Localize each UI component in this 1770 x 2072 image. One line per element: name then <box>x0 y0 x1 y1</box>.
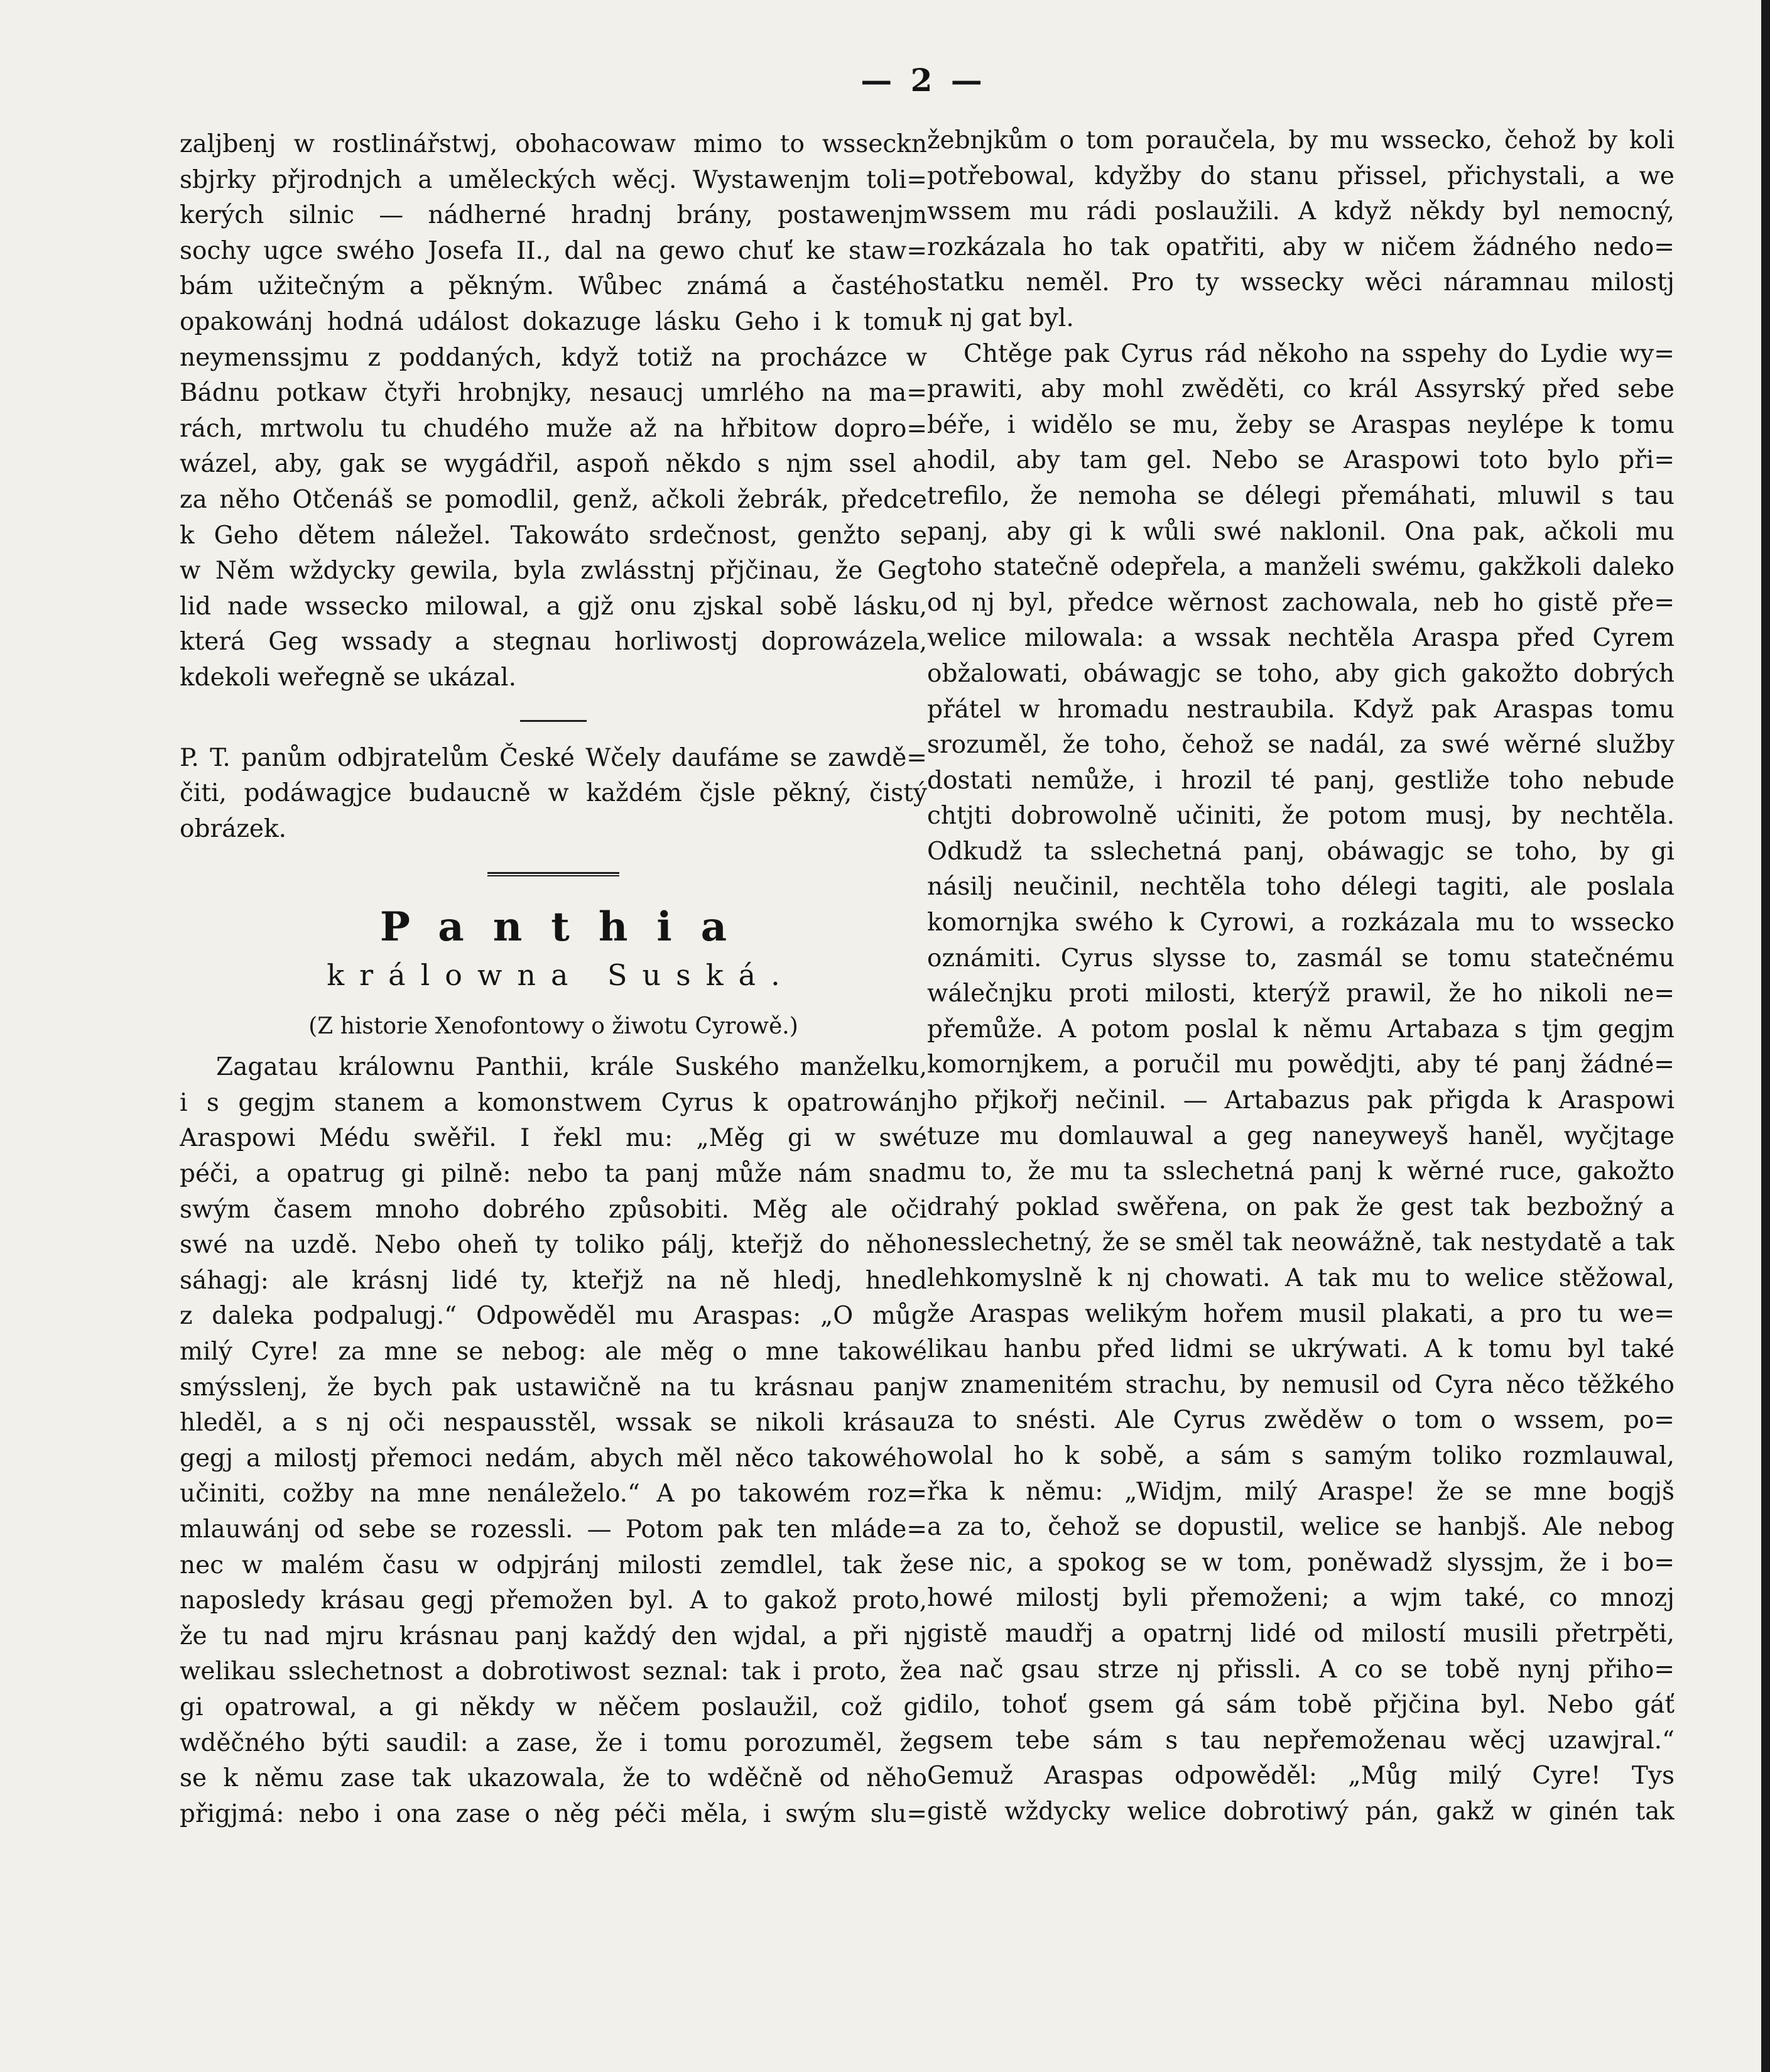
text-line: welice milowala: a wssak nechtěla Araspa před Cyrem <box>927 624 1675 653</box>
text-line: učiniti, cožby na mne nenáleželo.“ A po takowém roz= <box>180 1480 927 1508</box>
text-line: Araspowi Médu swěřil. I řekl mu: „Měg gi w swé <box>180 1124 927 1153</box>
text-line: trefilo, že nemoha se délegi přemáhati, mluwil s tau <box>927 481 1675 510</box>
text-line: chtjti dobrowolně učiniti, že potom musj, by nechtěla. <box>927 802 1675 831</box>
text-line: tuze mu domlauwal a geg naneyweyš haněl, wyčjtage <box>927 1121 1675 1150</box>
double-divider <box>487 872 619 876</box>
text-line: welikau sslechetnost a dobrotiwost seznal: tak i proto, že <box>180 1657 927 1686</box>
text-line: dilo, tohoť gsem gá sám tobě přjčina byl. Nebo gáť <box>927 1691 1675 1720</box>
text-line: neymenssjmu z poddaných, když totiž na procházce w <box>180 343 927 372</box>
text-line: kerých silnic — nádherné hradnj brány, postawenjm <box>180 201 927 230</box>
text-line: kdekoli weřegně se ukázal. <box>180 663 517 692</box>
text-line: swým časem mnoho dobrého způsobiti. Měg ale oči <box>180 1195 927 1224</box>
text-line: obžalowati, obáwagjc se toho, aby gich gakožto dobrých <box>927 659 1675 688</box>
page-number: — 2 — <box>861 62 986 99</box>
text-line: komornjkem, a poručil mu powědjti, aby té panj žádné= <box>927 1050 1675 1079</box>
text-line: gi opatrowal, a gi někdy w něčem poslaužil, což gi <box>180 1693 927 1721</box>
text-line: w Něm wždycky gewila, byla zwlásstnj přjčinau, že Geg <box>180 557 927 586</box>
text-line: se k němu zase tak ukazowala, že to wděčně od něho <box>180 1764 927 1793</box>
text-line: mu to, že mu ta sslechetná panj k wěrné ruce, gakožto <box>927 1157 1675 1186</box>
text-line: i s gegjm stanem a komonstwem Cyrus k opatrowánj <box>180 1088 927 1117</box>
text-line: oznámiti. Cyrus slysse to, zasmál se tomu statečnému <box>927 944 1675 973</box>
short-divider <box>520 720 587 722</box>
text-line: která Geg wssady a stegnau horliwostj doprowázela, <box>180 628 927 657</box>
text-line: Gemuž Araspas odpowěděl: „Můg milý Cyre! Tys <box>927 1762 1675 1791</box>
text-line: dostati nemůže, i hrozil té panj, gestliže toho nebude <box>927 766 1675 795</box>
right-paragraph-1 <box>927 123 1675 337</box>
text-line: Zagatau králownu Panthii, krále Suského manželku, <box>216 1053 927 1082</box>
text-line: nesslechetný, že se směl tak neowážně, tak nestydatě a tak <box>927 1228 1675 1257</box>
text-line: gsem tebe sám s tau nepřemoženau wěcj uzawjral.“ <box>927 1726 1675 1755</box>
text-line: smýsslenj, že bych pak ustawičně na tu krásnau panj <box>180 1373 927 1402</box>
text-line: péči, a opatrug gi pilně: nebo ta panj může nám snad <box>180 1160 927 1189</box>
text-line: opakowánj hodná událost dokazuge lásku Geho i k tomu <box>180 307 927 336</box>
text-line: od nj byl, předce wěrnost zachowala, neb ho gistě pře= <box>927 588 1675 617</box>
text-line: sáhagj: ale krásnj lidé ty, kteřjž na ně hledj, hned <box>180 1266 927 1295</box>
text-line: přemůže. A potom poslal k němu Artabaza s tjm gegjm <box>927 1015 1675 1044</box>
text-line: drahý poklad swěřena, on pak že gest tak bezbožný a <box>927 1192 1675 1221</box>
text-line: likau hanbu před lidmi se ukrýwati. A k tomu byl také <box>927 1335 1675 1364</box>
article-title: Panthia <box>379 903 756 951</box>
text-line: howé milostj byli přemoženi; a wjm také, co mnozj <box>927 1584 1675 1613</box>
text-line: zaljbenj w rostlinářstwj, obohacowaw mimo to wsseckn <box>180 130 927 158</box>
text-line: hodil, aby tam gel. Nebo se Araspowi toto bylo při= <box>927 446 1675 475</box>
text-line: a nač gsau strze nj přissli. A co se tobě nynj přiho= <box>927 1655 1675 1684</box>
text-line: wssem mu rádi poslaužili. A když někdy byl nemocný, <box>927 197 1675 226</box>
text-line: přigjmá: nebo i ona zase o něg péči měla, i swým slu= <box>180 1799 927 1828</box>
text-line: nec w malém času w odpjránj milosti zemdlel, tak že <box>180 1551 927 1579</box>
text-line: naposledy krásau gegj přemožen byl. A to gakož proto, <box>180 1586 927 1615</box>
article-source: (Z historie Xenofontowy o žiwotu Cyrowě.) <box>308 1013 798 1040</box>
text-line: že tu nad mjru krásnau panj každý den wjdal, a při nj <box>180 1622 927 1650</box>
text-line: k nj gat byl. <box>927 303 1074 332</box>
text-line: hleděl, a s nj oči nespausstěl, wssak se nikoli krásau <box>180 1409 927 1437</box>
text-line: přátel w hromadu nestraubila. Když pak Araspas tomu <box>927 695 1675 724</box>
text-line: obrázek. <box>180 814 286 843</box>
text-line: sochy ugce swého Josefa II., dal na gewo chuť ke staw= <box>180 236 927 265</box>
text-line: lid nade wssecko milowal, a gjž onu zjskal sobě lásku, <box>180 592 927 621</box>
text-line: srozuměl, že toho, čehož se nadál, za swé wěrné služby <box>927 731 1675 760</box>
text-line: wálečnjku proti milosti, kterýž prawil, že ho nikoli ne= <box>927 979 1675 1008</box>
text-line: z daleka podpalugj.“ Odpowěděl mu Araspas: „O můg <box>180 1302 927 1331</box>
text-line: čiti, podáwagjce budaucně w každém čjsle pěkný, čistý <box>180 779 927 808</box>
text-line: Chtěge pak Cyrus rád někoho na sspehy do Lydie wy= <box>964 339 1675 368</box>
text-line: násilj neučinil, nechtěla toho délegi tagiti, ale poslala <box>927 873 1675 902</box>
text-line: milý Cyre! za mne se nebog: ale měg o mne takowé <box>180 1338 927 1366</box>
text-line: potřebowal, kdyžby do stanu přissel, přichystali, a we <box>927 161 1675 190</box>
text-line: ho přjkořj nečinil. — Artabazus pak přigda k Araspowi <box>927 1086 1675 1115</box>
text-line: Bádnu potkaw čtyři hrobnjky, nesaucj umrlého na ma= <box>180 379 927 408</box>
subscriber-notice <box>180 741 927 848</box>
text-line: sbjrky přjrodnjch a uměleckých wěcj. Wystawenjm toli= <box>180 165 927 194</box>
text-line: statku neměl. Pro ty wssecky wěci náramnau milostj <box>927 268 1675 297</box>
text-line: rách, mrtwolu tu chudého muže až na hřbitow dopro= <box>180 414 927 443</box>
text-line: a za to, čehož se dopustil, welice se hanbjš. Ale nebog <box>927 1513 1675 1542</box>
text-line: k Geho dětem náležel. Takowáto srdečnost, genžto se <box>180 521 927 550</box>
text-line: rozkázala ho tak opatřiti, aby w ničem žádného nedo= <box>927 232 1675 261</box>
text-line: gegj a milostj přemoci nedám, abych měl něco takowého <box>180 1444 927 1473</box>
left-column <box>180 127 927 1832</box>
text-line: Odkudž ta sslechetná panj, obáwagjc se toho, by gi <box>927 837 1675 866</box>
text-line: se nic, a spokog se w tom, poněwadž slyssjm, že i bo= <box>927 1548 1675 1577</box>
right-column <box>927 123 1675 1830</box>
text-line: mlauwánj od sebe se rozessli. — Potom pak ten mláde= <box>180 1515 927 1544</box>
text-line: toho statečně odepřela, a manželi swému, gakžkoli daleko <box>927 553 1675 582</box>
text-line: prawiti, aby mohl zwěděti, co král Assyrský před sebe <box>927 375 1675 404</box>
text-line: gistě wždycky welice dobrotiwý pán, gakž w ginén tak <box>927 1797 1675 1826</box>
text-line: swé na uzdě. Nebo oheň ty toliko pálj, kteřjž do něho <box>180 1231 927 1260</box>
left-paragraph-1 <box>180 127 927 696</box>
text-line: komornjka swého k Cyrowi, a rozkázala mu to wssecko <box>927 908 1675 937</box>
text-line: za něho Otčenáš se pomodlil, genž, ačkoli žebrák, předce <box>180 485 927 514</box>
text-line: wolal ho k sobě, a sám s samým toliko rozmlauwal, <box>927 1441 1675 1470</box>
text-line: wděčného býti saudil: a zase, že i tomu porozuměl, že <box>180 1728 927 1757</box>
text-line: wázel, aby, gak se wygádřil, aspoň někdo s njm ssel a <box>180 450 927 479</box>
text-line: řka k němu: „Widjm, milý Araspe! že se mne bogjš <box>927 1477 1675 1506</box>
text-line: panj, aby gi k wůli swé naklonil. Ona pak, ačkoli mu <box>927 517 1675 546</box>
text-line: gistě maudřj a opatrnj lidé od milostí musili přetrpěti, <box>927 1619 1675 1648</box>
text-line: lehkomyslně k nj chowati. A tak mu to welice stěžowal, <box>927 1264 1675 1292</box>
left-paragraph-2 <box>180 1050 927 1832</box>
text-line: béře, i widělo se mu, žeby se Araspas neylépe k tomu <box>927 410 1675 439</box>
text-line: P. T. panům odbjratelům České Wčely daufáme se zawdě= <box>180 743 927 772</box>
text-line: w znamenitém strachu, by nemusil od Cyra něco těžkého <box>927 1370 1675 1399</box>
text-line: že Araspas welikým hořem musil plakati, a pro tu we= <box>927 1299 1675 1328</box>
text-line: žebnjkům o tom poraučela, by mu wssecko, čehož by koli <box>927 126 1675 155</box>
text-line: za to snésti. Ale Cyrus zwěděw o tom o wssem, po= <box>927 1406 1675 1435</box>
article-subtitle: králowna Suská. <box>327 958 795 993</box>
text-line: bám užitečným a pěkným. Wůbec známá a častého <box>180 272 927 301</box>
right-paragraph-2 <box>927 337 1675 1830</box>
scan-edge <box>1761 0 1770 2072</box>
